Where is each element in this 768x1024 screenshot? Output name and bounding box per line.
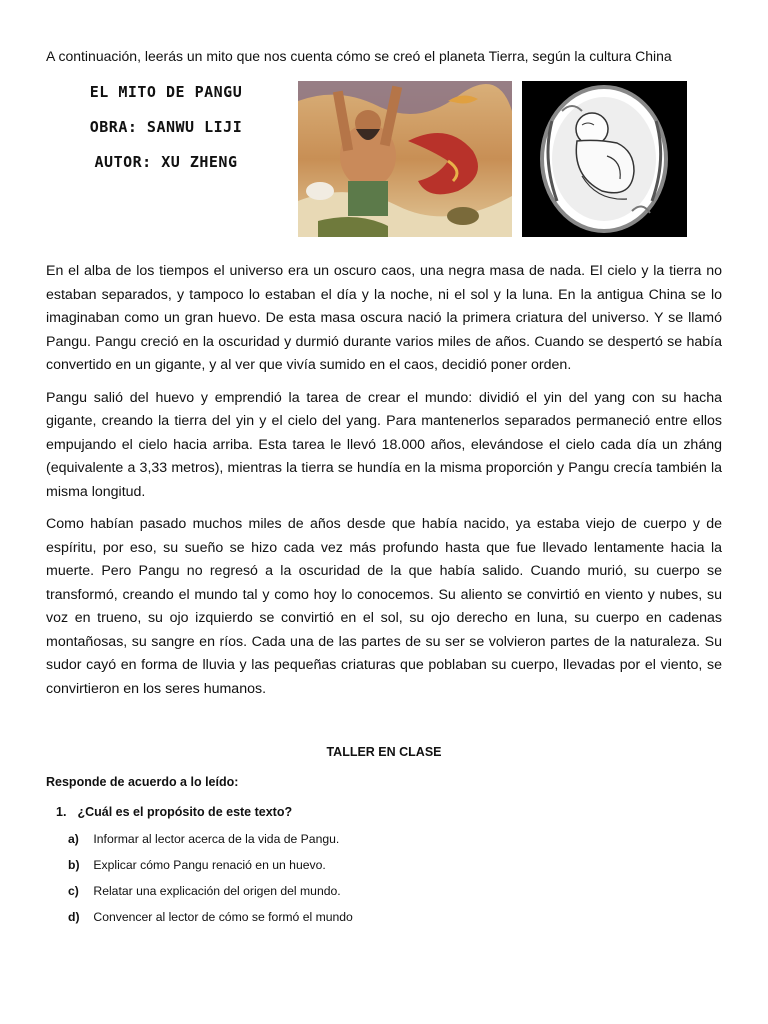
question-text: ¿Cuál es el propósito de este texto?: [77, 805, 293, 819]
myth-title: EL MITO DE PANGU: [89, 83, 243, 101]
option-letter: c): [68, 884, 79, 898]
option-b: [68, 856, 568, 882]
work-title: OBRA: SANWU LIJI: [89, 118, 243, 136]
pangu-egg-image: [522, 81, 687, 237]
option-c: [68, 882, 568, 908]
option-letter: a): [68, 832, 79, 846]
answer-options: [68, 830, 568, 934]
title-block: [50, 80, 282, 185]
option-a: [68, 830, 568, 856]
option-text: Explicar cómo Pangu renació en un huevo.: [93, 858, 326, 872]
myth-body: [46, 260, 722, 710]
paragraph: En el alba de los tiempos el universo era un oscuro caos, una negra masa de nada. El cielo y la tierra no estaban separados, y tampoco lo estaban el día y la noche, ni el sol y la luna. En la antigua China se lo imaginaban como un gran huevo. De esta masa oscura nació la primera criatura del universo. Y se llamó Pangu. Pangu creció en la oscuridad y durmió durante varios miles de años. Cuando se despertó se había convertido en un gigante, y al ver que vivía sumido en el caos, decidió poner orden.: [46, 263, 722, 373]
option-text: Relatar una explicación del origen del mundo.: [93, 884, 341, 898]
option-letter: b): [68, 858, 80, 872]
option-text: Informar al lector acerca de la vida de Pangu.: [93, 832, 340, 846]
option-text: Convencer al lector de cómo se formó el mundo: [93, 910, 353, 924]
workshop-title: TALLER EN CLASE: [326, 745, 442, 759]
workshop-instruction: Responde de acuerdo a lo leído:: [46, 775, 239, 789]
option-d: [68, 908, 568, 934]
paragraph: Pangu salió del huevo y emprendió la tarea de crear el mundo: dividió el yin del yang con su hacha gigante, creando la tierra del yin y el cielo del yang. Para mantenerlos separados permaneció entre ellos empujando el cielo hacia arriba. Esta tarea le llevó 18.000 años, elevándose el cielo cada día un zháng (equivalente a 3,33 metros), mientras la tierra se hundía en la misma proporción y Pangu crecía también la misma longitud.: [46, 389, 722, 500]
author-title: AUTOR: XU ZHENG: [94, 153, 238, 171]
question-number: 1.: [56, 805, 67, 819]
paragraph: Como habían pasado muchos miles de años desde que había nacido, ya estaba viejo de cuerpo y de espíritu, por eso, su sueño se hizo cada vez más profundo hasta que fue llevado lentamente hacia la muerte. Pero Pangu no regresó a la oscuridad de la que había salido. Cuando murió, su cuerpo se transformó, creando el mundo tal y como hoy lo conocemos. Su aliento se convirtió en viento y nubes, su voz en trueno, su ojo izquierdo se convirtió en el sol, su ojo derecho en luna, su cuerpo en cadenas montañosas, su sangre en ríos. Cada una de las partes de su ser se volvieron partes de la naturaleza. Su sudor cayó en forma de lluvia y las pequeñas criaturas que poblaban su cuerpo, llevadas por el viento, se convirtieron en los seres humanos.: [46, 516, 722, 697]
intro-text: A continuación, leerás un mito que nos cuenta cómo se creó el planeta Tierra, según la cultura China: [46, 48, 672, 64]
pangu-painting-image: [298, 81, 512, 237]
question-1: [56, 805, 292, 819]
option-letter: d): [68, 910, 80, 924]
